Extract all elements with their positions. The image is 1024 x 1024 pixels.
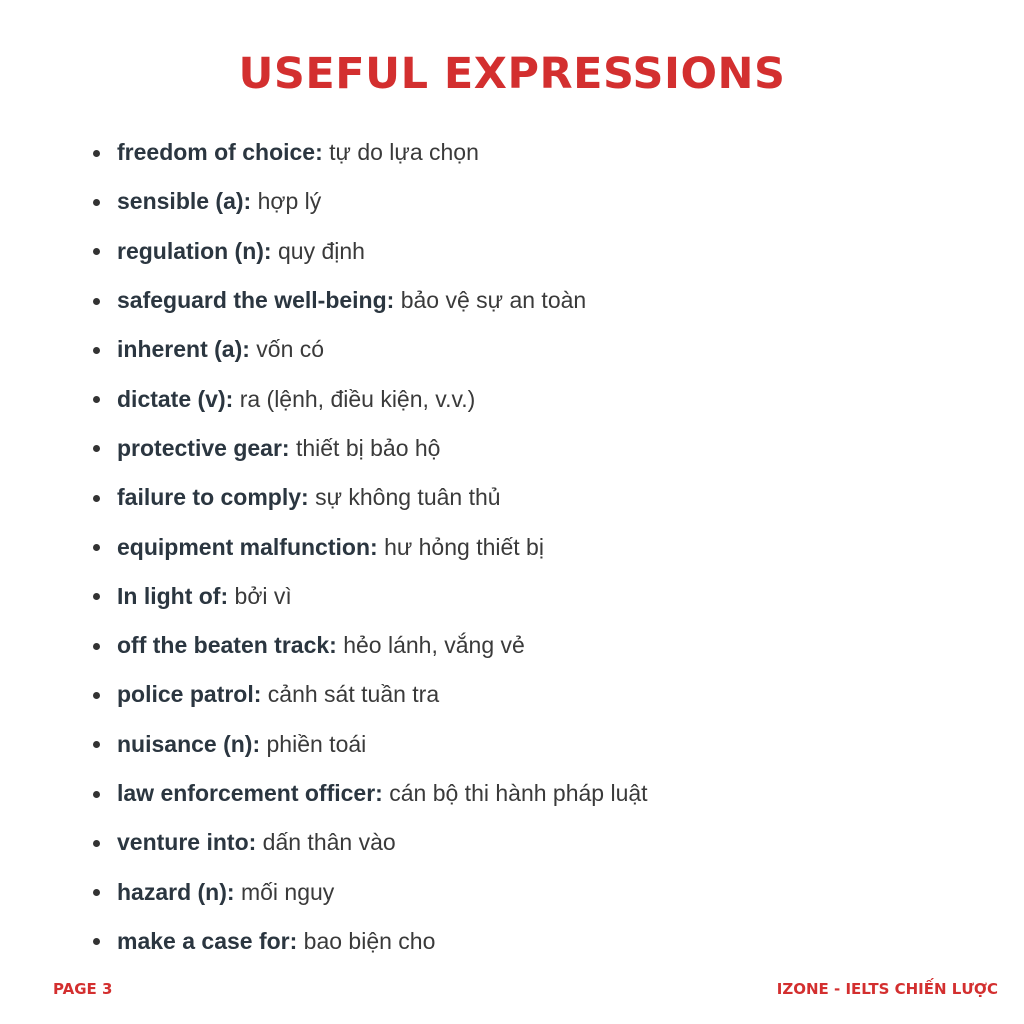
bullet-icon xyxy=(93,298,100,305)
expression-term: protective gear: xyxy=(117,434,290,461)
bullet-icon xyxy=(93,692,100,699)
list-item xyxy=(0,867,648,916)
bullet-icon xyxy=(93,347,100,354)
expression-term: In light of: xyxy=(117,582,229,609)
list-item xyxy=(0,621,648,670)
expression-term: hazard (n): xyxy=(117,878,235,905)
page-title: USEFUL EXPRESSIONS xyxy=(238,49,786,99)
bullet-icon xyxy=(93,396,100,403)
expression-meaning: thiết bị bảo hộ xyxy=(295,434,441,461)
expression-meaning: cảnh sát tuần tra xyxy=(267,681,440,708)
list-item xyxy=(0,769,648,818)
expression-meaning: phiền toái xyxy=(266,730,367,757)
list-item xyxy=(0,177,648,226)
bullet-icon xyxy=(93,445,100,452)
expression-term: off the beaten track: xyxy=(117,632,337,659)
expression-meaning: hẻo lánh, vắng vẻ xyxy=(343,632,525,659)
expression-term: dictate (v): xyxy=(117,385,234,412)
bullet-icon xyxy=(93,199,100,206)
expression-meaning: ra (lệnh, điều kiện, v.v.) xyxy=(239,385,476,412)
bullet-icon xyxy=(93,741,100,748)
list-item xyxy=(0,374,648,423)
bullet-icon xyxy=(93,495,100,502)
expression-term: equipment malfunction: xyxy=(117,533,378,560)
expression-meaning: quy định xyxy=(277,237,365,264)
bullet-icon xyxy=(93,889,100,896)
expression-term: freedom of choice: xyxy=(117,139,323,166)
list-item xyxy=(0,276,648,325)
bullet-icon xyxy=(93,791,100,798)
expression-term: venture into: xyxy=(117,829,257,856)
list-item xyxy=(0,670,648,719)
expression-term: law enforcement officer: xyxy=(117,780,383,806)
list-item xyxy=(0,522,648,571)
expression-meaning: bởi vì xyxy=(234,582,292,609)
list-item xyxy=(0,917,648,966)
expression-meaning: bảo vệ sự an toàn xyxy=(400,287,587,314)
bullet-icon xyxy=(93,593,100,600)
expression-meaning: cán bộ thi hành pháp luật xyxy=(389,780,648,806)
list-item xyxy=(0,128,648,177)
expression-term: make a case for: xyxy=(117,927,298,954)
bullet-icon xyxy=(93,643,100,650)
expression-term: inherent (a): xyxy=(117,336,250,363)
bullet-icon xyxy=(93,938,100,945)
expression-meaning: hợp lý xyxy=(257,188,322,215)
bullet-icon xyxy=(93,248,100,255)
expression-meaning: hư hỏng thiết bị xyxy=(384,533,544,560)
bullet-icon xyxy=(93,544,100,551)
expression-meaning: vốn có xyxy=(256,336,325,363)
expression-term: regulation (n): xyxy=(117,237,272,264)
expression-term: police patrol: xyxy=(117,681,262,708)
brand-footer: IZONE - IELTS CHIẾN LƯỢC xyxy=(776,980,998,998)
list-item xyxy=(0,424,648,473)
expression-meaning: mối nguy xyxy=(240,878,335,905)
list-item xyxy=(0,473,648,522)
expression-meaning: tự do lựa chọn xyxy=(329,139,479,166)
expression-term: nuisance (n): xyxy=(117,730,261,757)
expression-meaning: sự không tuân thủ xyxy=(315,484,501,511)
bullet-icon xyxy=(93,150,100,157)
list-item xyxy=(0,325,648,374)
expressions-list xyxy=(0,128,648,966)
expression-term: safeguard the well-being: xyxy=(117,287,395,314)
list-item xyxy=(0,572,648,621)
list-item xyxy=(0,818,648,867)
expression-meaning: dấn thân vào xyxy=(262,829,396,856)
expression-term: sensible (a): xyxy=(117,188,252,215)
expression-meaning: bao biện cho xyxy=(303,927,436,954)
list-item xyxy=(0,227,648,276)
page-number: PAGE 3 xyxy=(53,980,113,998)
expression-term: failure to comply: xyxy=(117,484,309,511)
list-item xyxy=(0,720,648,769)
bullet-icon xyxy=(93,840,100,847)
